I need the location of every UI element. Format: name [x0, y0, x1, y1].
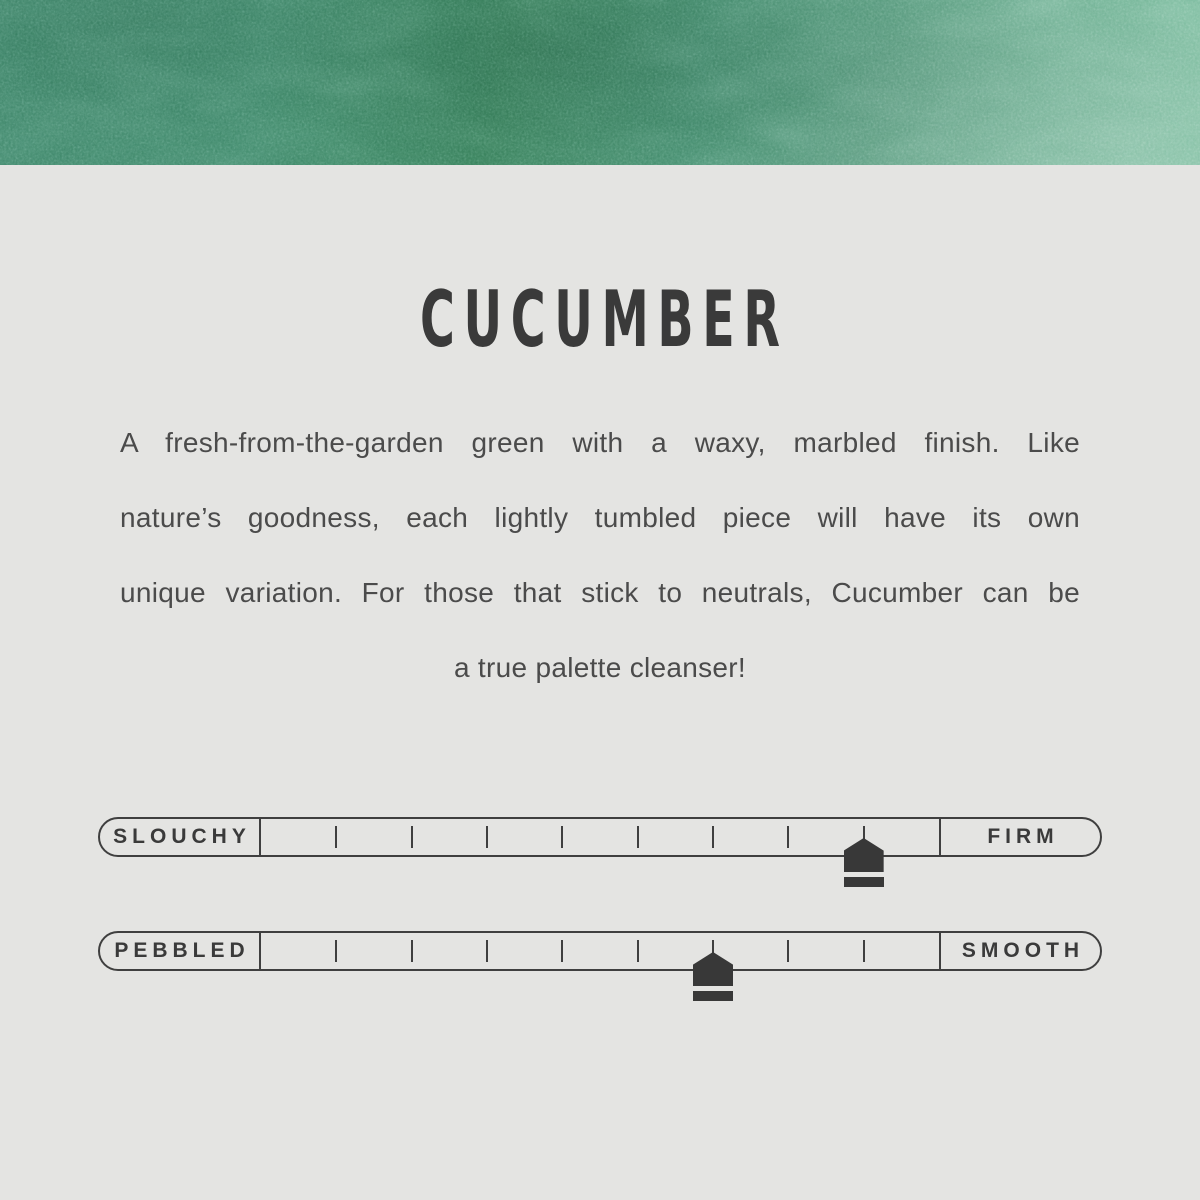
scale-tick	[637, 940, 639, 962]
description-line: nature’s goodness, each lightly tumbled piece will have its own	[120, 502, 1080, 533]
description-line: unique variation. For those that stick to neutrals, Cucumber can be	[120, 577, 1080, 608]
marker-underline	[844, 877, 884, 887]
slouchy-firm-scale	[98, 817, 1102, 857]
scale-position-marker	[844, 838, 884, 887]
scale-left-label: PEBBLED	[100, 933, 261, 969]
marker-pointer-icon	[693, 952, 733, 986]
description-line: A fresh-from-the-garden green with a waxy, marbled finish. Like	[120, 427, 1080, 458]
scale-tick	[411, 940, 413, 962]
scale-tick	[411, 826, 413, 848]
color-description	[120, 405, 1080, 705]
marker-pointer-icon	[844, 838, 884, 872]
scale-track	[261, 933, 939, 969]
scale-position-marker	[693, 952, 733, 1001]
scale-tick	[712, 826, 714, 848]
leather-grain-texture	[0, 0, 1200, 165]
scale-tick	[486, 826, 488, 848]
pebbled-smooth-scale	[98, 931, 1102, 971]
scale-left-label: SLOUCHY	[100, 819, 261, 855]
scale-tick	[787, 940, 789, 962]
scale-tick	[335, 826, 337, 848]
scale-tick	[787, 826, 789, 848]
marker-underline	[693, 991, 733, 1001]
color-name-title: CUCUMBER	[420, 273, 789, 365]
scale-tick	[561, 940, 563, 962]
scale-tick	[637, 826, 639, 848]
scale-tick	[335, 940, 337, 962]
scale-right-label: FIRM	[939, 819, 1100, 855]
description-line: a true palette cleanser!	[453, 652, 747, 683]
attribute-scales	[0, 817, 1200, 971]
scale-tick	[561, 826, 563, 848]
leather-swatch-photo	[0, 0, 1200, 165]
scale-track	[261, 819, 939, 855]
scale-tick	[863, 940, 865, 962]
scale-right-label: SMOOTH	[939, 933, 1100, 969]
scale-tick	[486, 940, 488, 962]
